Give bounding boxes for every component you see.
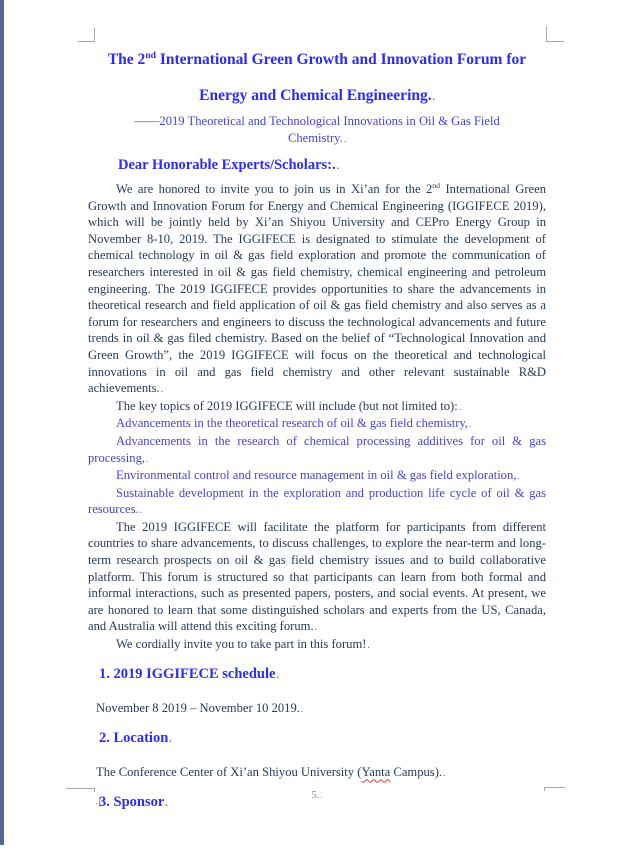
ordinal-superscript: nd: [145, 49, 156, 61]
key-topics-intro: [88, 398, 546, 416]
topic-item: [88, 467, 546, 485]
paragraph-mark: .: [314, 622, 317, 633]
topic-text: Sustainable development in the exploration and production life cycle of oil & gas resources.: [88, 485, 546, 517]
body-text: November 8 2019 – November 10 2019.: [96, 700, 300, 715]
paragraph-mark: .: [336, 161, 339, 171]
paragraph-mark: .: [469, 419, 472, 430]
paragraph-mark: .: [443, 767, 446, 778]
window-left-edge-bar: [0, 0, 4, 845]
paragraph-text: International Green Growth and Innovation Forum for Energy and Chemical Engineering (IGGIFECE 2019), which will be jointly held by Xi’an Shiyou University and CEPro Energy Group in November 8-10, 2019. The IGGIFECE is designated to stimulate the development of chemical technology in oil & gas field exploration and promote the communication of researchers interested in oil & gas field chemistry, chemical engineering and petroleum engineering. The 2019 IGGIFECE provides opportunities to share the advancements in theoretical research and field application of oil & gas field chemistry and also serves as a forum for researchers and engineers to discuss the technological advancements and future trends in oil & gas filed chemistry. Based on the belief of “Technological Innovation and Green Growth”, the 2019 IGGIFECE will focus on the theoretical and technological innovations in oil and gas field chemistry and other relevant sustainable R&D achievements.: [88, 182, 547, 396]
title-text: The 2: [107, 51, 146, 68]
page-number: [88, 789, 546, 802]
paragraph-mark: .: [300, 703, 304, 714]
paragraph-mark: .: [343, 134, 347, 144]
location-text: [88, 764, 546, 782]
subtitle-line-1: ——2019 Theoretical and Technological Innovations in Oil & Gas Field: [134, 114, 500, 128]
heading-text: 2. Location: [99, 729, 169, 746]
text-body-area: [88, 0, 546, 813]
closing-paragraph: [88, 519, 546, 636]
title-text: International Green Growth and Innovation Forum for: [155, 51, 527, 68]
paragraph-mark: .: [160, 384, 163, 395]
topic-text: Advancements in the theoretical research of oil & gas field chemistry,: [116, 416, 469, 431]
crop-mark-top-right: [546, 26, 564, 42]
topic-text: Environmental control and resource management in oil & gas field exploration,: [116, 468, 517, 483]
title-text: Energy and Chemical Engineering.: [199, 87, 432, 104]
paragraph-mark: .: [146, 453, 149, 464]
paragraph-text: We are honored to invite you to join us in Xi’an for the 2: [116, 182, 433, 196]
section-2-heading: [88, 728, 546, 749]
paragraph-mark: .: [367, 640, 370, 651]
topic-item: [88, 415, 546, 433]
topic-item: [88, 433, 546, 467]
crop-mark-bottom-right: [544, 787, 565, 791]
subtitle: [88, 113, 546, 148]
salutation-text: Dear Honorable Experts/Scholars:.: [118, 157, 336, 173]
body-text: The Conference Center of Xi’an Shiyou University (: [96, 764, 362, 779]
paragraph-mark: .: [276, 669, 279, 680]
page-title-line-2: [88, 86, 546, 107]
heading-text: 3. Sponsor: [99, 793, 165, 810]
paragraph-mark: .: [432, 92, 435, 102]
salutation-heading: [88, 156, 546, 176]
paragraph-text: We cordially invite you to take part in this forum!: [116, 637, 367, 652]
paragraph-mark: .: [169, 733, 172, 744]
subtitle-line-2: Chemistry.: [287, 131, 343, 145]
paragraph-mark: .: [165, 797, 168, 808]
ordinal-superscript: nd: [432, 180, 441, 190]
paragraph-text: The 2019 IGGIFECE will facilitate the platform for participants from different countries to share advancements, to discuss challenges, to explore the near-term and long-term research prospects on oil & gas field chemistry issues and to build collaborative platform. This forum is structured so that participants can learn from both formal and informal interactions, such as presented papers, posters, and social events. At present, we are honored to learn that some distinguished scholars and experts from the US, Canada, and Australia will attend this exciting forum.: [88, 519, 546, 634]
page-title-line-1: [88, 50, 546, 69]
schedule-text: [88, 700, 546, 718]
page-number-text: 5.: [311, 790, 320, 801]
heading-text: 1. 2019 IGGIFECE schedule: [99, 665, 276, 682]
paragraph-text: The key topics of 2019 IGGIFECE will include (but not limited to):: [116, 398, 458, 413]
section-1-heading: [88, 664, 546, 685]
footer-paragraph-mark: [95, 797, 100, 807]
topic-item: [88, 485, 546, 519]
paragraph-mark: .: [139, 505, 142, 516]
intro-paragraph: [88, 181, 546, 398]
paragraph-mark: .: [320, 790, 323, 800]
invitation-line: [88, 636, 546, 654]
topic-text: Advancements in the research of chemical processing additives for oil & gas processing,: [88, 433, 546, 465]
paragraph-mark: .: [517, 471, 520, 482]
footer-mark-text: .: [95, 796, 98, 807]
paragraph-mark: .: [458, 401, 461, 412]
body-text: Campus).: [390, 764, 443, 779]
misspelled-word: Yanta: [361, 764, 391, 779]
